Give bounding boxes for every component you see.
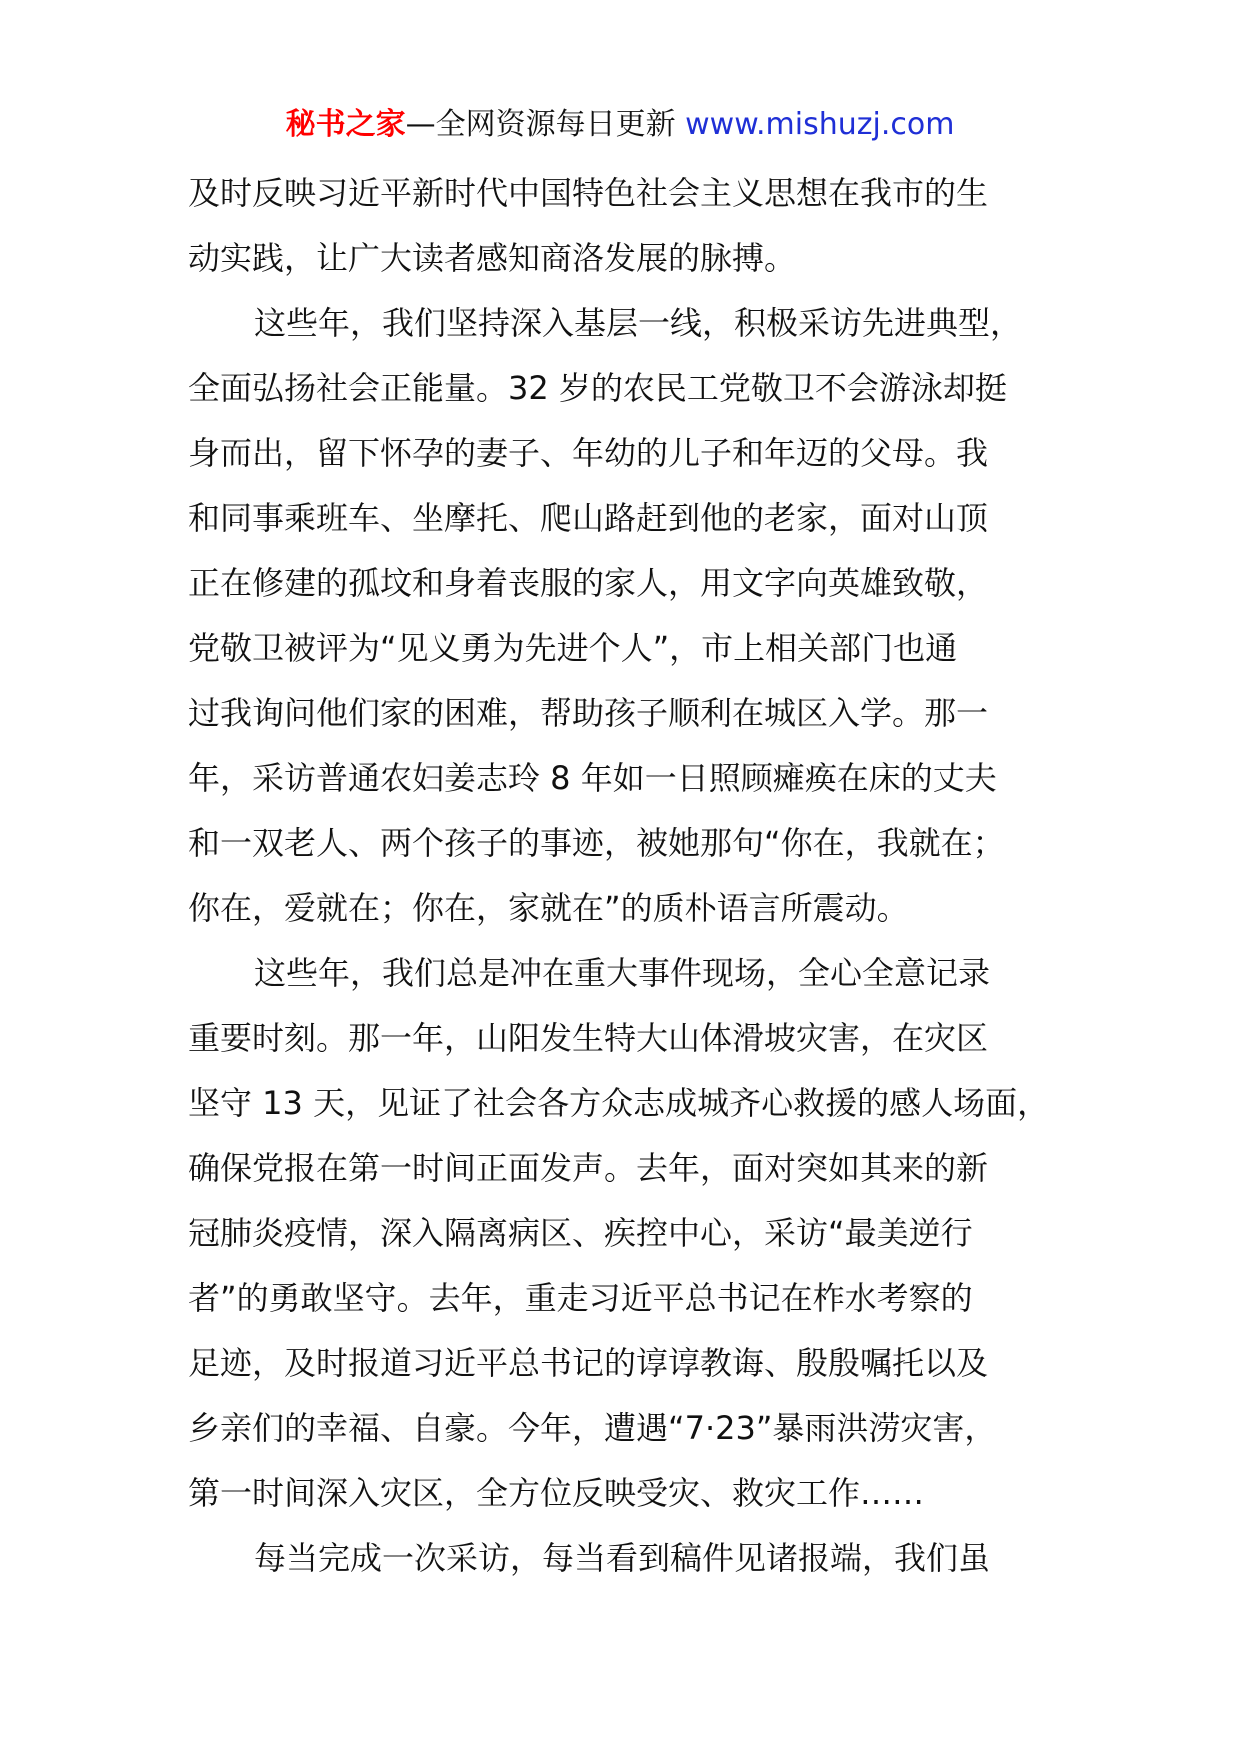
text-line: 和同事乘班车、坐摩托、爬山路赶到他的老家，面对山顶 [188,499,989,537]
text-line: 全面弘扬社会正能量。32 岁的农民工党敬卫不会游泳却挺 [188,369,1007,407]
text-line: 重要时刻。那一年，山阳发生特大山体滑坡灾害，在灾区 [188,1019,989,1057]
text-line: 党敬卫被评为“见义勇为先进个人”，市上相关部门也通 [188,629,958,667]
paragraph-start-line: 这些年，我们总是冲在重大事件现场，全心全意记录 [254,954,991,992]
text-line: 正在修建的孤坟和身着丧服的家人，用文字向英雄致敬， [188,564,989,602]
text-line: 动实践，让广大读者感知商洛发展的脉搏。 [188,239,797,277]
text-line: 乡亲们的幸福、自豪。今年，遭遇“7·23”暴雨洪涝灾害， [188,1409,997,1447]
site-header [0,100,1240,150]
text-line: 你在，爱就在；你在，家就在”的质朴语言所震动。 [188,889,909,927]
text-line: 和一双老人、两个孩子的事迹，被她那句“你在，我就在； [188,824,1005,862]
text-line: 第一时间深入灾区，全方位反映受灾、救灾工作…… [188,1474,925,1512]
paragraph-start-line: 这些年，我们坚持深入基层一线，积极采访先进典型， [254,304,1023,342]
text-line: 年，采访普通农妇姜志玲 8 年如一日照顾瘫痪在床的丈夫 [188,759,997,797]
brand-name: 秘书之家 [285,107,406,142]
text-line: 过我询问他们家的困难，帮助孩子顺利在城区入学。那一 [188,694,989,732]
header-tagline: —全网资源每日更新 [405,107,676,142]
text-line: 及时反映习近平新时代中国特色社会主义思想在我市的生 [188,174,989,212]
text-line: 冠肺炎疫情，深入隔离病区、疾控中心，采访“最美逆行 [188,1214,973,1252]
text-line: 坚守 13 天，见证了社会各方众志成城齐心救援的感人场面， [188,1084,1050,1122]
text-line: 确保党报在第一时间正面发声。去年，面对突如其来的新 [188,1149,989,1187]
text-line: 足迹，及时报道习近平总书记的谆谆教诲、殷殷嘱托以及 [188,1344,989,1382]
text-line: 身而出，留下怀孕的妻子、年幼的儿子和年迈的父母。我 [188,434,989,472]
article-body [188,161,1088,1591]
paragraph-start-line: 每当完成一次采访，每当看到稿件见诸报端，我们虽 [254,1539,991,1577]
site-url-link[interactable]: www.mishuzj.com [685,107,955,142]
text-line: 者”的勇敢坚守。去年，重走习近平总书记在柞水考察的 [188,1279,973,1317]
